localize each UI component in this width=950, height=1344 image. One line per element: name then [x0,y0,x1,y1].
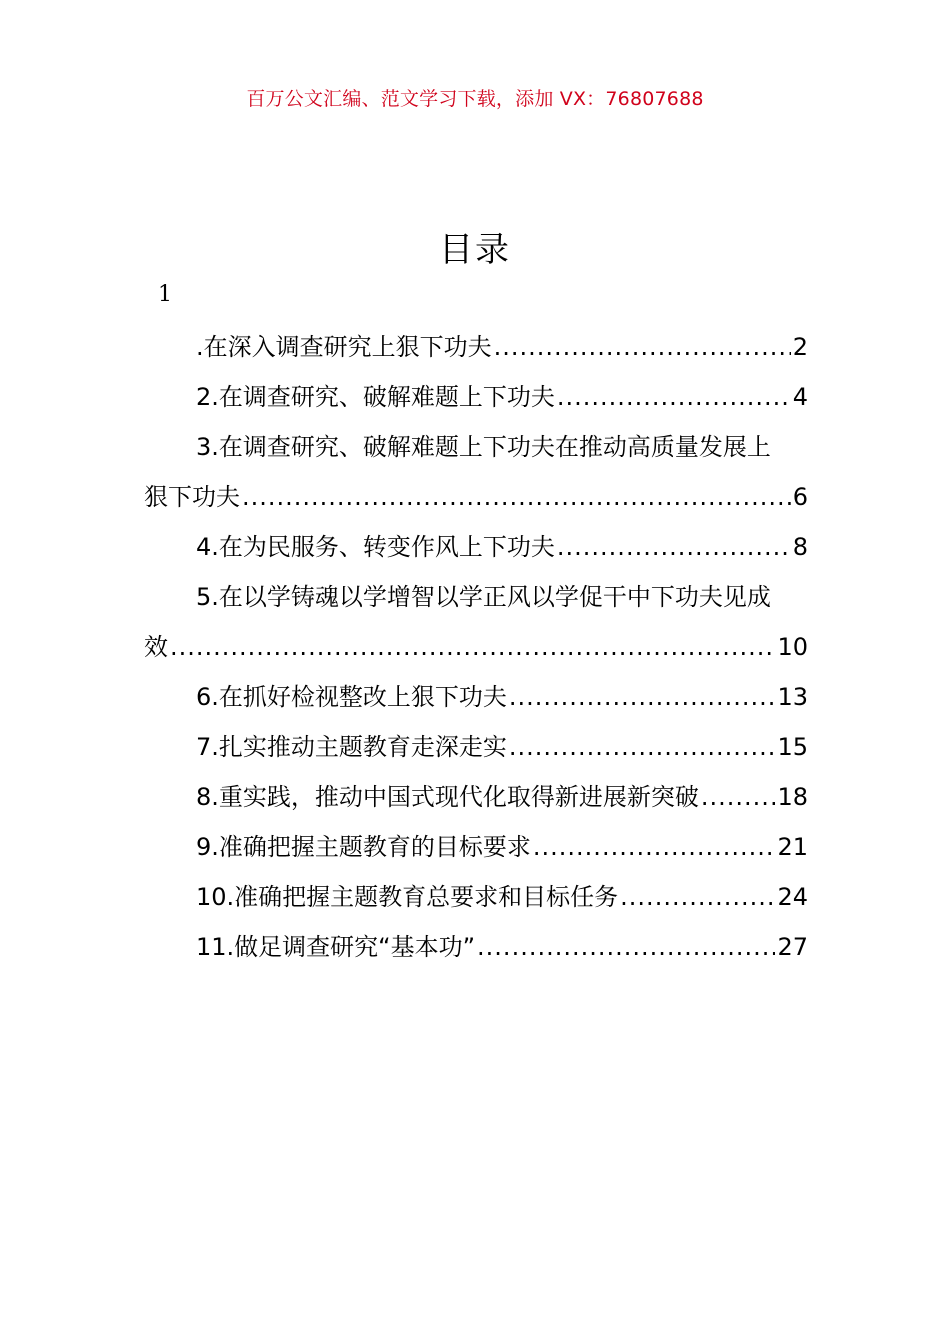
section-marker: 1 [158,282,172,307]
toc-entry-1[interactable]: .在深入调查研究上狠下功夫 ..... 2 [144,322,808,372]
dot-leader [509,722,776,772]
toc-entry-3[interactable]: 3.在调查研究、破解难题上下功夫在推动高质量发展上 狠下功夫 ..... 6 [144,422,808,522]
page-number: 4 [792,383,808,411]
dot-leader [494,322,791,372]
dot-leader [533,822,776,872]
toc-entry-5[interactable]: 5.在以学铸魂以学增智以学正风以学促干中下功夫见成 效 ..... 10 [144,572,808,672]
page-number: 24 [777,883,808,911]
page-title: 目录 [439,230,511,270]
toc-entry-7[interactable]: 7.扎实推动主题教育走深走实 ..... 15 [144,722,808,772]
toc-entry-9[interactable]: 9.准确把握主题教育的目标要求 ..... 21 [144,822,808,872]
toc-entry-10[interactable]: 10.准确把握主题教育总要求和目标任务 ..... 24 [144,872,808,922]
page-number: 10 [777,633,808,661]
toc-entry-2[interactable]: 2.在调查研究、破解难题上下功夫 ..... 4 [144,372,808,422]
toc-entry-4[interactable]: 4.在为民服务、转变作风上下功夫 ..... 8 [144,522,808,572]
dot-leader [477,922,775,972]
page-number: 21 [777,833,808,861]
page-number: 6 [792,483,808,511]
page-number: 2 [792,333,808,361]
dot-leader [170,622,775,672]
dot-leader [242,472,791,522]
toc-entry-8[interactable]: 8.重实践，推动中国式现代化取得新进展新突破 ..... 18 [144,772,808,822]
page-number: 18 [777,783,808,811]
dot-leader [557,522,791,572]
dot-leader [620,872,775,922]
watermark-header: 百万公文汇编、范文学习下载，添加 VX：76807688 [246,88,704,110]
table-of-contents [144,322,808,972]
page-number: 13 [777,683,808,711]
toc-entry-11[interactable]: 11.做足调查研究“基本功” ..... 27 [144,922,808,972]
toc-entry-6[interactable]: 6.在抓好检视整改上狠下功夫 ..... 13 [144,672,808,722]
page-number: 15 [777,733,808,761]
page-number: 8 [792,533,808,561]
page-number: 27 [777,933,808,961]
dot-leader [509,672,776,722]
dot-leader [557,372,791,422]
dot-leader [701,772,776,822]
